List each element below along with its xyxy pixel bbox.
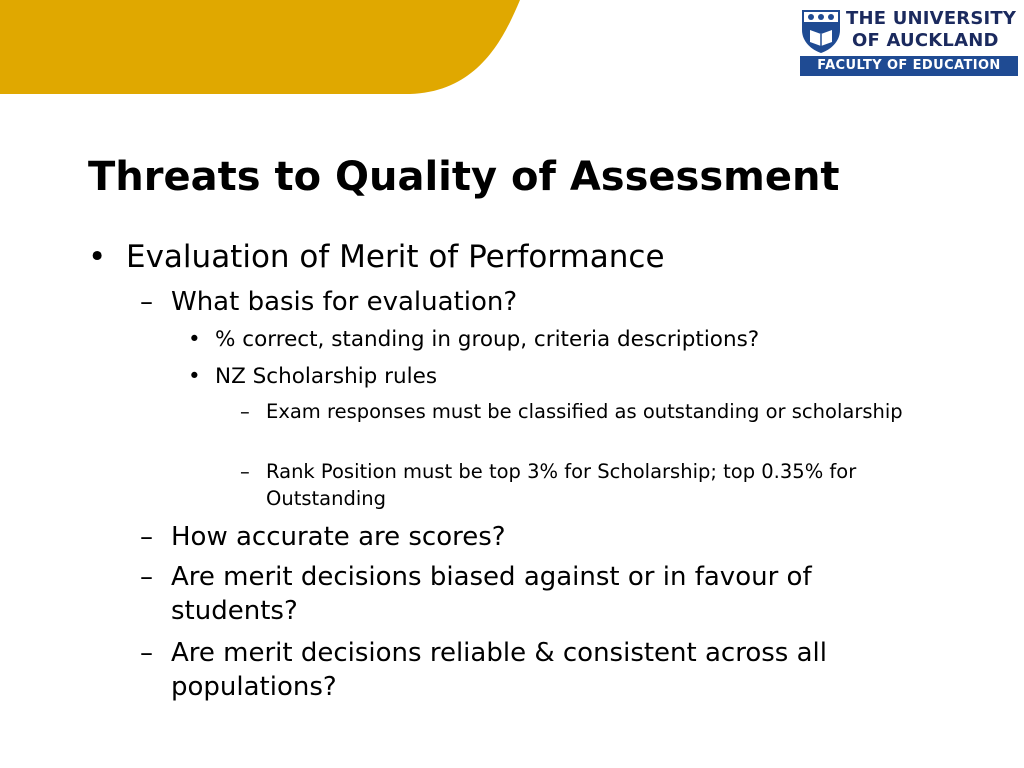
university-name-line2: OF AUCKLAND xyxy=(852,30,999,51)
detail-exam-responses xyxy=(240,398,940,425)
sub-bullet-text: Are merit decisions biased against or in favour of students? xyxy=(171,562,812,626)
sub-sub-bullet-correct xyxy=(188,326,759,354)
sub-sub-bullet-scholarship xyxy=(188,363,437,391)
sub-sub-bullet-text: % correct, standing in group, criteria descriptions? xyxy=(215,327,760,352)
bullet-marker: • xyxy=(188,364,201,389)
university-logo xyxy=(800,8,1020,78)
sub-bullet-accuracy xyxy=(140,520,900,554)
bullet-marker: • xyxy=(88,239,107,275)
detail-text: Rank Position must be top 3% for Scholarship; top 0.35% for Outstanding xyxy=(266,460,857,510)
bullet-text: Evaluation of Merit of Performance xyxy=(126,239,665,275)
dash-marker: – xyxy=(140,638,153,668)
university-name-line1: THE UNIVERSITY xyxy=(846,8,1017,29)
faculty-label: FACULTY OF EDUCATION xyxy=(800,56,1018,76)
dash-marker: – xyxy=(140,287,153,317)
dash-marker: – xyxy=(140,562,153,592)
sub-bullet-reliability xyxy=(140,636,900,704)
sub-bullet-basis xyxy=(140,285,900,319)
bullet-evaluation xyxy=(88,239,665,275)
bullet-marker: • xyxy=(188,327,201,352)
sub-bullet-text: What basis for evaluation? xyxy=(171,287,518,317)
sub-sub-bullet-text: NZ Scholarship rules xyxy=(215,364,438,389)
sub-bullet-text: Are merit decisions reliable & consistent across all populations? xyxy=(171,638,827,702)
university-name xyxy=(846,8,1020,52)
dash-marker: – xyxy=(140,522,153,552)
dash-marker: – xyxy=(240,400,250,423)
detail-text: Exam responses must be classified as outstanding or scholarship xyxy=(266,400,903,423)
university-crest-icon xyxy=(800,8,842,54)
detail-rank-position xyxy=(240,458,940,512)
slide-title: Threats to Quality of Assessment xyxy=(88,154,840,200)
header-banner xyxy=(0,0,560,100)
sub-bullet-bias xyxy=(140,560,900,628)
dash-marker: – xyxy=(240,460,250,483)
sub-bullet-text: How accurate are scores? xyxy=(171,522,506,552)
